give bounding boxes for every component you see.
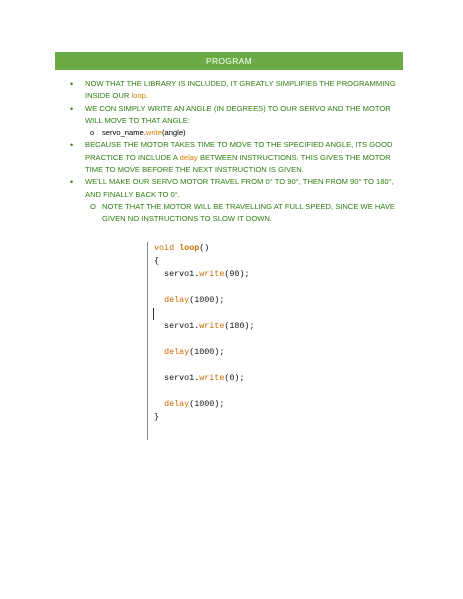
code-token: servo1.	[154, 321, 200, 331]
code-token	[154, 399, 164, 409]
code-line-5	[154, 320, 255, 333]
bullet-icon: •	[70, 103, 74, 114]
section-banner	[55, 52, 403, 70]
keyword-write: write	[145, 128, 162, 138]
bullet-text: WE'LL MAKE OUR SERVO MOTOR TRAVEL FROM 0° TO 90°, THEN FROM 90° TO 180°, AND FINALLY BACK TO 0°.	[85, 177, 394, 199]
code-line-4	[154, 294, 224, 307]
bullet-delay	[55, 139, 405, 176]
code-token: write	[199, 373, 225, 383]
code-token	[154, 295, 164, 305]
bullet-library	[55, 78, 405, 103]
syntax-args: (angle)	[161, 128, 186, 138]
bullet-text: NOW THAT THE LIBRARY IS INCLUDED, IT GREATLY SIMPLIFIES THE PROGRAMMING INSIDE OUR	[85, 79, 396, 101]
code-line-3	[154, 268, 250, 281]
bullet-travel	[55, 176, 405, 201]
bullet-text: BECAUSE THE MOTOR TAKES TIME TO MOVE TO THE SPECIFIED ANGLE, ITS GOOD PRACTICE TO INCLUDE A	[85, 140, 393, 162]
sub-bullet-icon: o	[90, 128, 95, 138]
code-token: (1000);	[189, 399, 225, 409]
code-token: servo1.	[154, 269, 200, 279]
code-line-2: {	[154, 256, 160, 266]
code-token: (1000);	[189, 347, 225, 357]
code-token: (180);	[224, 321, 255, 331]
bullet-icon: •	[70, 177, 74, 188]
code-token: (1000);	[189, 295, 225, 305]
code-token: write	[199, 269, 225, 279]
sub-bullet-note	[55, 201, 405, 226]
note-text: NOTE THAT THE MOTOR WILL BE TRAVELLING AT FULL SPEED, SINCE WE HAVE GIVEN NO INSTRUCTIONS TO SLOW IT DOWN.	[102, 201, 395, 224]
bullet-list	[55, 78, 405, 226]
code-line-7	[154, 372, 244, 385]
syntax-text: servo_name.	[102, 128, 146, 138]
code-line-1	[154, 242, 209, 255]
code-token: (90);	[224, 269, 250, 279]
code-token: servo1.	[154, 373, 200, 383]
code-token: delay	[164, 399, 190, 409]
code-token: write	[199, 321, 225, 331]
code-token: delay	[164, 347, 190, 357]
bullet-icon: •	[70, 79, 74, 89]
bullet-text-end: .	[145, 91, 148, 101]
keyword-delay: delay	[179, 152, 198, 162]
code-token: loop	[179, 243, 200, 253]
code-token: (0);	[224, 373, 245, 383]
bullet-icon: •	[70, 140, 74, 151]
text-cursor	[153, 308, 154, 320]
code-line-9: }	[154, 412, 160, 422]
code-token	[154, 347, 164, 357]
bullet-write-angle	[55, 103, 405, 128]
code-token: delay	[164, 295, 190, 305]
bullet-text-end: BETWEEN INSTRUCTIONS. THIS GIVES THE MOTOR TIME TO MOVE BEFORE THE NEXT INSTRUCTION IS GIVEN.	[85, 152, 391, 175]
code-block	[147, 242, 323, 440]
code-line-8	[154, 398, 224, 411]
sub-bullet-icon: O	[90, 201, 96, 211]
banner-title: PROGRAM	[205, 56, 253, 66]
code-token: void	[154, 243, 180, 253]
code-line-6	[154, 346, 224, 359]
sub-bullet-syntax	[55, 127, 405, 139]
keyword-loop: loop	[131, 91, 146, 101]
bullet-text: WE CON SIMPLY WRITE AN ANGLE (IN DEGREES) TO OUR SERVO AND THE MOTOR WILL MOVE TO THAT ANGLE:	[85, 103, 391, 125]
code-token: ()	[199, 243, 210, 253]
